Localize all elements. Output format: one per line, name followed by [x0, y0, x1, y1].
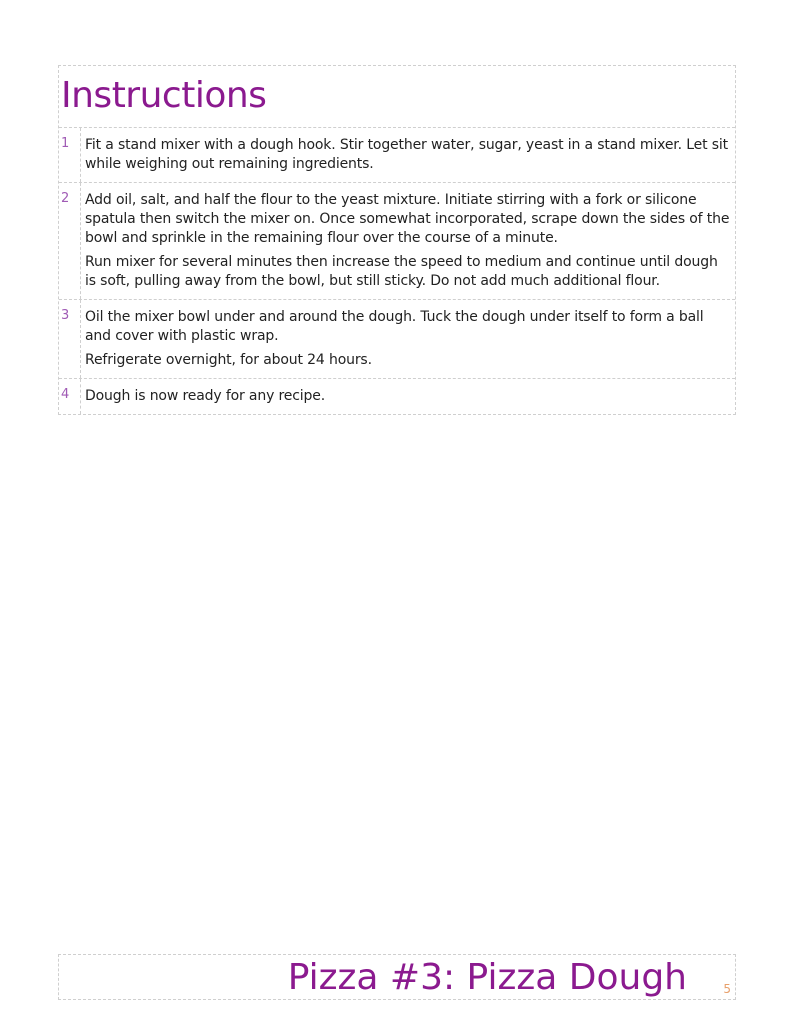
footer-title: Pizza #3: Pizza Dough [287, 957, 687, 998]
step-number: 3 [59, 300, 81, 378]
step-body [81, 379, 735, 414]
step-body [81, 128, 735, 182]
step-row [59, 300, 735, 379]
page-footer [58, 954, 736, 1000]
step-number: 1 [59, 128, 81, 182]
step-number: 4 [59, 379, 81, 414]
step-number: 2 [59, 183, 81, 299]
step-text: Add oil, salt, and half the flour to the yeast mixture. Initiate stirring with a fork or silicone spatula then switch the mixer on. Once somewhat incorporated, scrape down the sides of the bowl and sprinkle in the remaining flour over the course of a minute. [85, 192, 730, 246]
page-number: 5 [723, 982, 731, 996]
step-row [59, 183, 735, 300]
step-row [59, 379, 735, 414]
step-row [59, 128, 735, 183]
section-title: Instructions [61, 75, 267, 116]
step-body [81, 183, 735, 299]
step-text: Fit a stand mixer with a dough hook. Stir together water, sugar, yeast in a stand mixer. Let sit while weighing out remaining ingredients. [85, 137, 728, 172]
step-text: Run mixer for several minutes then increase the speed to medium and continue until dough is soft, pulling away from the bowl, but still sticky. Do not add much additional flour. [85, 254, 718, 289]
step-text: Refrigerate overnight, for about 24 hours. [85, 352, 372, 368]
title-row [59, 66, 735, 128]
step-body [81, 300, 735, 378]
instructions-table [58, 65, 736, 415]
step-text: Oil the mixer bowl under and around the dough. Tuck the dough under itself to form a ball and cover with plastic wrap. [85, 309, 704, 344]
step-text: Dough is now ready for any recipe. [85, 388, 326, 404]
